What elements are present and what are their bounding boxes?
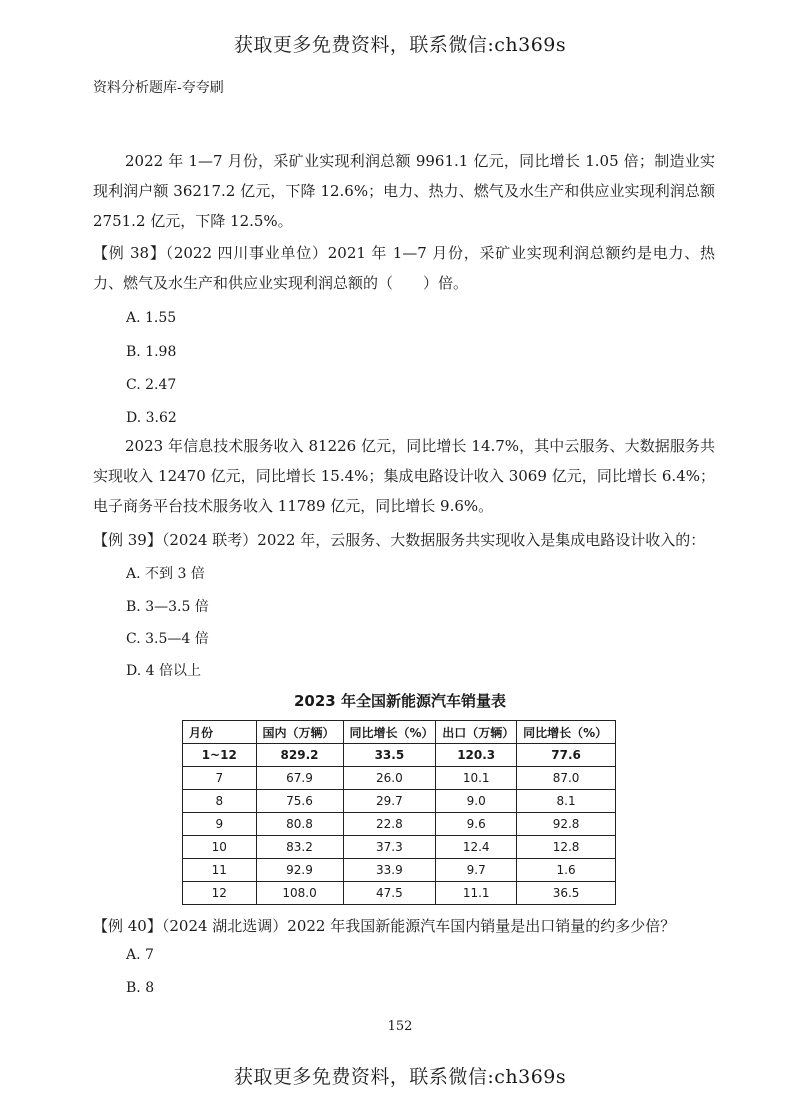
- header-export-growth: 同比增长（%）: [517, 721, 616, 744]
- cell-domestic-growth: 29.7: [343, 790, 436, 813]
- table-title: 2023 年全国新能源汽车销量表: [294, 692, 506, 710]
- question-40-stem: 【例 40】（2024 湖北选调）2022 年我国新能源汽车国内销量是出口销量的约多少倍？: [93, 917, 676, 935]
- cell-domestic-growth: 33.9: [343, 859, 436, 882]
- cell-domestic-growth: 22.8: [343, 813, 436, 836]
- cell-month: 8: [183, 790, 257, 813]
- table-row: [183, 790, 616, 813]
- table-row-total: [183, 744, 616, 767]
- nev-sales-table: [182, 720, 616, 905]
- cell-export-growth: 1.6: [517, 859, 616, 882]
- cell-domestic: 92.9: [256, 859, 343, 882]
- cell-export-growth: 12.8: [517, 836, 616, 859]
- header-domestic-growth: 同比增长（%）: [343, 721, 436, 744]
- cell-domestic-growth: 26.0: [343, 767, 436, 790]
- cell-domestic: 80.8: [256, 813, 343, 836]
- header-month: 月份: [183, 721, 257, 744]
- cell-domestic: 67.9: [256, 767, 343, 790]
- cell-export: 120.3: [436, 744, 517, 767]
- question-40-option-b: B. 8: [126, 980, 155, 996]
- header-domestic: 国内（万辆）: [256, 721, 343, 744]
- cell-month: 9: [183, 813, 257, 836]
- cell-month: 10: [183, 836, 257, 859]
- table-header-row: [183, 721, 616, 744]
- cell-export: 9.0: [436, 790, 517, 813]
- cell-export: 9.7: [436, 859, 517, 882]
- question-38-option-c: C. 2.47: [126, 377, 177, 393]
- page-number: 152: [387, 1019, 413, 1034]
- header-export: 出口（万辆）: [436, 721, 517, 744]
- top-banner: 获取更多免费资料，联系微信:ch369s: [233, 34, 567, 56]
- table-row: [183, 767, 616, 790]
- passage-mining-profits: 2022 年 1—7 月份，采矿业实现利润总额 9961.1 亿元，同比增长 1.05 倍；制造业实现利润户额 36217.2 亿元，下降 12.6%；电力、热力、燃气及水生产和供应业实现利润总额 2751.2 亿元，下降 12.5%。: [93, 152, 715, 230]
- question-38-option-b: B. 1.98: [126, 344, 177, 360]
- cell-domestic: 75.6: [256, 790, 343, 813]
- cell-export-growth: 77.6: [517, 744, 616, 767]
- cell-domestic: 83.2: [256, 836, 343, 859]
- question-38-option-d: D. 3.62: [126, 410, 177, 426]
- table-row: [183, 882, 616, 905]
- cell-domestic-growth: 47.5: [343, 882, 436, 905]
- question-39-stem: 【例 39】（2024 联考）2022 年，云服务、大数据服务共实现收入是集成电路设计收入的：: [93, 531, 706, 549]
- cell-export: 10.1: [436, 767, 517, 790]
- question-40-option-a: A. 7: [126, 947, 154, 963]
- cell-export: 9.6: [436, 813, 517, 836]
- bottom-banner: 获取更多免费资料，联系微信:ch369s: [233, 1066, 567, 1088]
- cell-domestic: 108.0: [256, 882, 343, 905]
- document-title: 资料分析题库-夸夸刷: [93, 80, 224, 96]
- cell-domestic-growth: 33.5: [343, 744, 436, 767]
- passage-it-services: 2023 年信息技术服务收入 81226 亿元，同比增长 14.7%，其中云服务、大数据服务共实现收入 12470 亿元，同比增长 15.4%；集成电路设计收入 3069 亿元，同比增长 6.4%；电子商务平台技术服务收入 11789 亿元，同比增长 9.6%。: [93, 437, 715, 515]
- cell-domestic-growth: 37.3: [343, 836, 436, 859]
- cell-export-growth: 87.0: [517, 767, 616, 790]
- table-row: [183, 836, 616, 859]
- question-39-option-d: D. 4 倍以上: [126, 663, 201, 679]
- cell-export-growth: 36.5: [517, 882, 616, 905]
- question-38-option-a: A. 1.55: [126, 310, 177, 326]
- table-row: [183, 813, 616, 836]
- question-39-option-a: A. 不到 3 倍: [126, 566, 205, 582]
- cell-domestic: 829.2: [256, 744, 343, 767]
- cell-month: 7: [183, 767, 257, 790]
- cell-export: 11.1: [436, 882, 517, 905]
- cell-month: 1~12: [183, 744, 257, 767]
- table-row: [183, 859, 616, 882]
- question-39-option-b: B. 3—3.5 倍: [126, 599, 209, 615]
- cell-export-growth: 8.1: [517, 790, 616, 813]
- cell-month: 12: [183, 882, 257, 905]
- cell-export: 12.4: [436, 836, 517, 859]
- question-38-stem: 【例 38】（2022 四川事业单位）2021 年 1—7 月份，采矿业实现利润总额约是电力、热力、燃气及水生产和供应业实现利润总额的（ ）倍。: [93, 244, 715, 292]
- cell-export-growth: 92.8: [517, 813, 616, 836]
- question-39-option-c: C. 3.5—4 倍: [126, 631, 209, 647]
- cell-month: 11: [183, 859, 257, 882]
